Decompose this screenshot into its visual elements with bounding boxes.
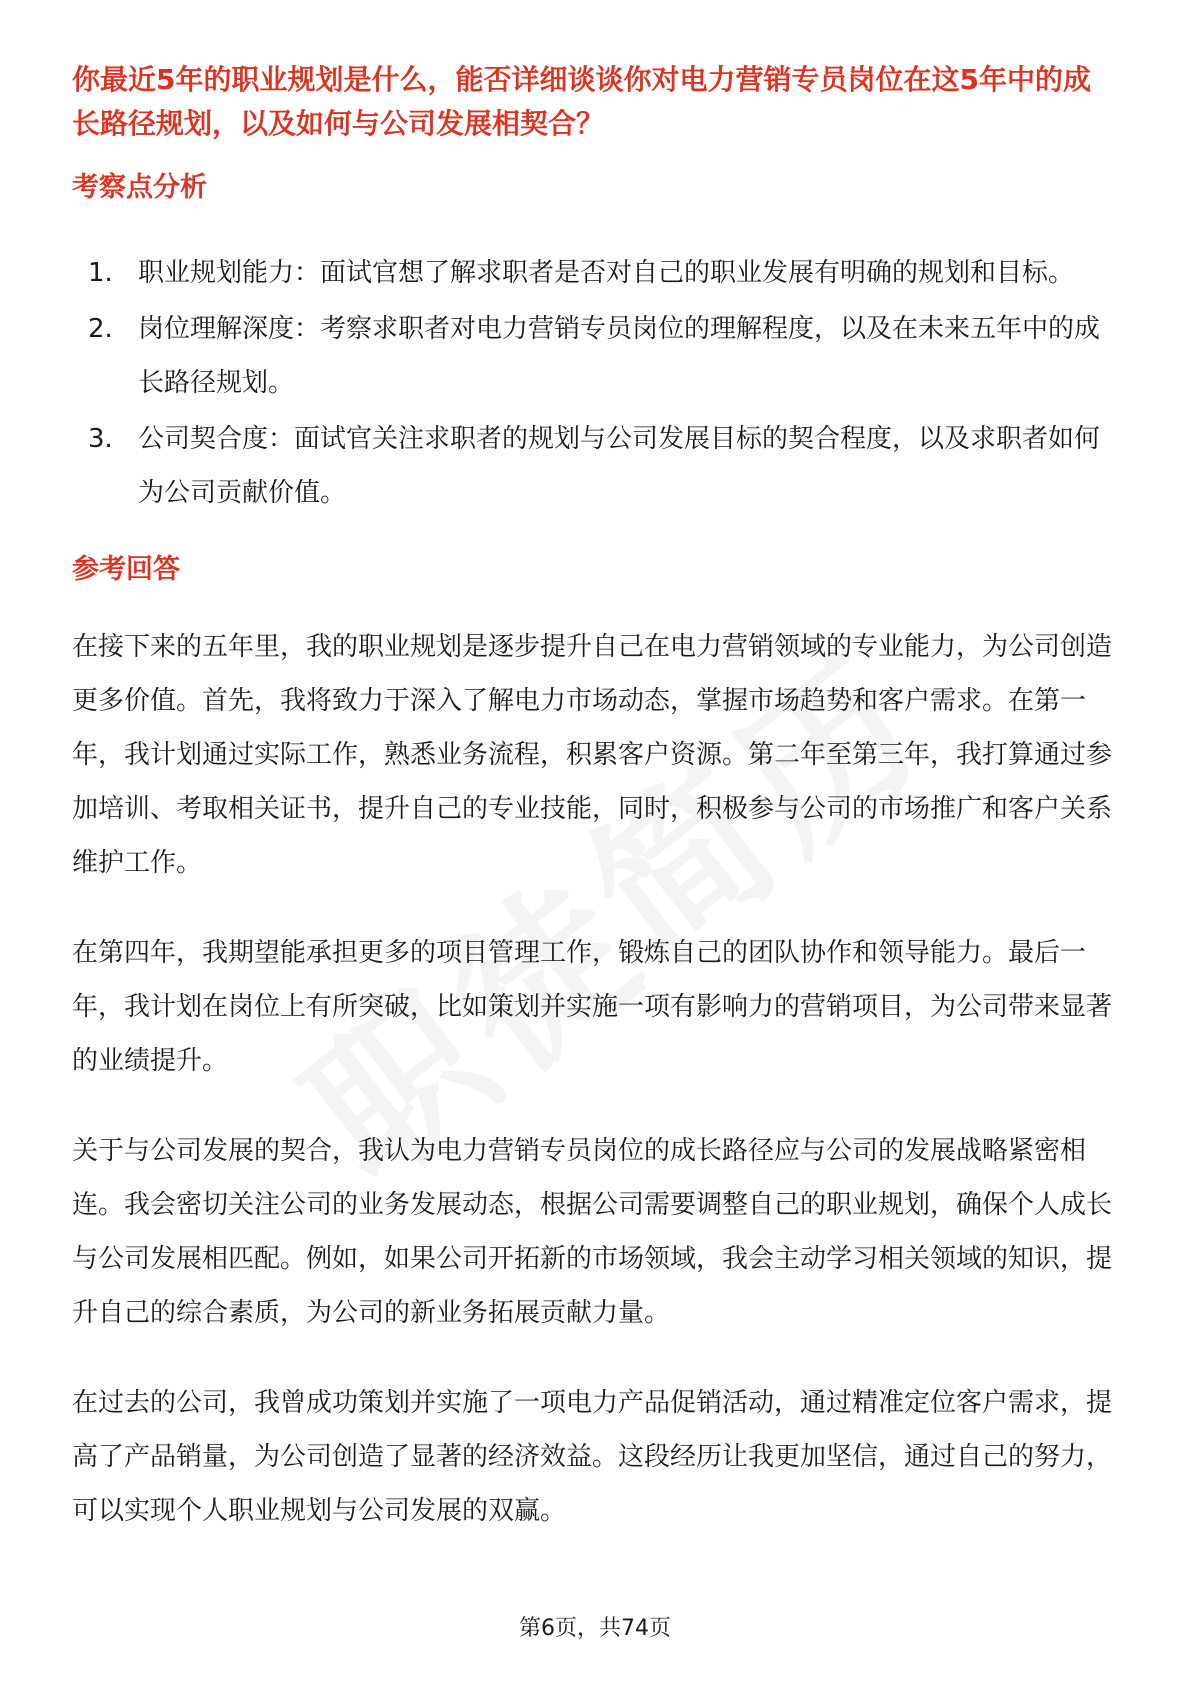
answer-paragraph: 在过去的公司，我曾成功策划并实施了一项电力产品促销活动，通过精准定位客户需求，提高了产品销量，为公司创造了显著的经济效益。这段经历让我更加坚信，通过自己的努力，可以实现个人职业规划与公司发展的双赢。 (72, 1388, 1113, 1526)
list-item-number: 3. (88, 424, 113, 454)
answer-section-title: 参考回答 (72, 554, 180, 585)
page-number: 第6页，共74页 (519, 1616, 671, 1641)
list-item (72, 246, 1118, 300)
list-item-number: 1. (88, 258, 113, 288)
list-item-text: 岗位理解深度：考察求职者对电力营销专员岗位的理解程度，以及在未来五年中的成长路径规划。 (138, 314, 1101, 398)
list-item-number: 2. (88, 314, 113, 344)
question-heading: 你最近5年的职业规划是什么，能否详细谈谈你对电力营销专员岗位在这5年中的成长路径规划，以及如何与公司发展相契合？ (72, 63, 1091, 140)
list-item-text: 公司契合度：面试官关注求职者的规划与公司发展目标的契合程度，以及求职者如何为公司贡献价值。 (138, 424, 1101, 508)
analysis-section-title: 考察点分析 (72, 172, 207, 203)
analysis-list (72, 246, 1118, 520)
answer-paragraph: 在第四年，我期望能承担更多的项目管理工作，锻炼自己的团队协作和领导能力。最后一年，我计划在岗位上有所突破，比如策划并实施一项有影响力的营销项目，为公司带来显著的业绩提升。 (72, 938, 1113, 1076)
list-item (72, 412, 1118, 520)
list-item (72, 302, 1118, 410)
document-page (72, 58, 1118, 1538)
answer-paragraph: 在接下来的五年里，我的职业规划是逐步提升自己在电力营销领域的专业能力，为公司创造更多价值。首先，我将致力于深入了解电力市场动态，掌握市场趋势和客户需求。在第一年，我计划通过实际工作，熟悉业务流程，积累客户资源。第二年至第三年，我打算通过参加培训、考取相关证书，提升自己的专业技能，同时，积极参与公司的市场推广和客户关系维护工作。 (72, 632, 1113, 878)
answer-paragraph: 关于与公司发展的契合，我认为电力营销专员岗位的成长路径应与公司的发展战略紧密相连。我会密切关注公司的业务发展动态，根据公司需要调整自己的职业规划，确保个人成长与公司发展相匹配。例如，如果公司开拓新的市场领域，我会主动学习相关领域的知识，提升自己的综合素质，为公司的新业务拓展贡献力量。 (72, 1136, 1113, 1328)
list-item-text: 职业规划能力：面试官想了解求职者是否对自己的职业发展有明确的规划和目标。 (138, 258, 1075, 288)
